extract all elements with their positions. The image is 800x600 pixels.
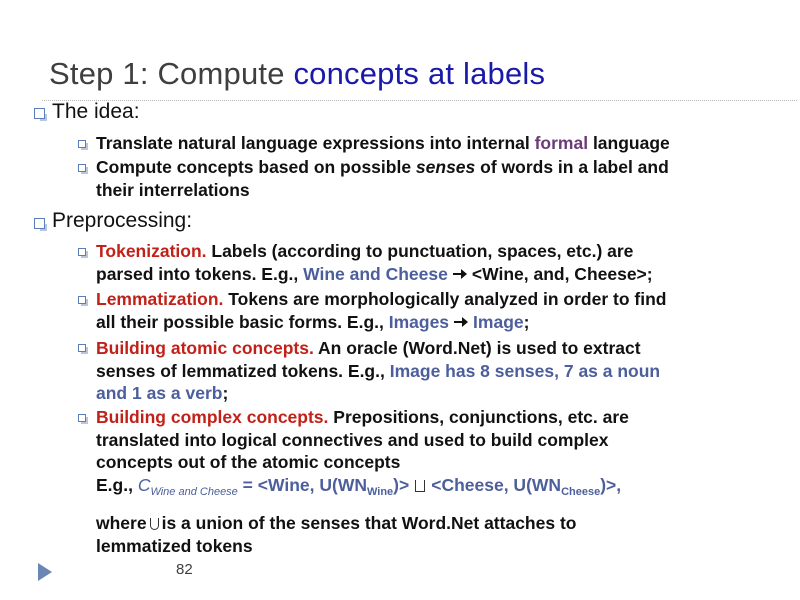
wn-subscript: Cheese — [561, 485, 601, 498]
text-run: <Cheese, U(WN — [431, 474, 562, 495]
idea-item-translate — [96, 132, 786, 155]
text-run: lemmatized tokens — [96, 535, 253, 556]
text-run: all their possible basic forms. E.g., — [96, 311, 389, 332]
square-bullet-icon — [78, 344, 86, 352]
text-run: parsed into tokens. E.g., — [96, 263, 304, 284]
square-bullet-icon — [78, 140, 86, 148]
text-run: ; — [222, 383, 229, 403]
senses-word: senses — [415, 157, 476, 177]
square-bullet-icon — [78, 248, 86, 256]
example-text: Images — [388, 311, 450, 332]
title-accent: concepts at labels — [293, 56, 546, 91]
item-head: Building complex concepts. — [96, 407, 329, 427]
idea-heading-text: The idea: — [52, 100, 140, 123]
preprocessing-heading — [52, 209, 192, 233]
text-run: Labels (according to punctuation, spaces, etc.) are — [206, 241, 634, 261]
item-head: Building atomic concepts. — [96, 338, 314, 358]
slide-title — [49, 56, 545, 92]
item-tokenization — [96, 240, 786, 285]
text-run: concepts out of the atomic concepts — [96, 452, 401, 472]
example-text: and 1 as a verb — [96, 383, 223, 403]
text-run: is a union of the senses that Word.Net attaches to — [161, 513, 577, 533]
complex-concept-expression — [137, 474, 622, 498]
square-bullet-icon — [78, 164, 86, 172]
wn-subscript: Wine — [366, 485, 394, 498]
idea-item-compute — [96, 156, 786, 201]
example-text: Wine and Cheese — [303, 263, 448, 284]
triangle-marker-icon — [38, 563, 52, 581]
title-divider — [42, 100, 797, 101]
arrow-right-icon — [454, 317, 468, 327]
square-bullet-icon — [78, 296, 86, 304]
page-number: 82 — [176, 561, 193, 578]
text-run: = <Wine, U(WN — [237, 474, 367, 495]
square-bullet-icon — [34, 108, 45, 119]
square-bullet-icon — [34, 218, 45, 229]
text-run: Prepositions, conjunctions, etc. are — [328, 407, 629, 427]
text-run: E.g., — [96, 474, 138, 495]
text-run: <Wine, and, Cheese>; — [471, 263, 653, 284]
square-union-icon — [415, 480, 425, 492]
text-run: )>, — [600, 474, 622, 495]
text-run: of words in a label and — [475, 157, 669, 177]
formal-word: formal — [534, 133, 589, 153]
concept-var: C — [137, 474, 151, 495]
item-head: Tokenization. — [96, 241, 207, 261]
preprocessing-heading-text: Preprocessing: — [52, 209, 193, 232]
text-run: language — [588, 133, 670, 153]
text-run: senses of lemmatized tokens. E.g., — [96, 360, 390, 381]
item-lemmatization — [96, 288, 786, 333]
example-text: Image — [473, 311, 524, 332]
text-run: Tokens are morphologically analyzed in order to find — [223, 289, 667, 309]
title-main: Step 1: Compute — [49, 56, 294, 91]
text-run: )> — [393, 474, 410, 495]
text-run: ; — [523, 311, 530, 332]
text-run: where — [96, 513, 147, 533]
item-atomic-concepts — [96, 337, 786, 405]
text-run: their interrelations — [96, 179, 250, 200]
item-complex-concepts — [96, 406, 786, 557]
union-icon — [150, 518, 159, 530]
text-run: translated into logical connectives and used to build complex — [96, 429, 609, 450]
square-bullet-icon — [78, 414, 86, 422]
idea-heading — [52, 100, 140, 124]
example-text: Image has 8 senses, 7 as a noun — [389, 360, 661, 381]
text-run: Compute concepts based on possible — [96, 157, 416, 177]
concept-subscript: Wine and Cheese — [150, 485, 238, 498]
text-run: Translate natural language expressions into internal — [96, 133, 535, 153]
item-head: Lemmatization. — [96, 289, 224, 309]
arrow-right-icon — [453, 269, 467, 279]
text-run: An oracle (Word.Net) is used to extract — [313, 338, 641, 358]
